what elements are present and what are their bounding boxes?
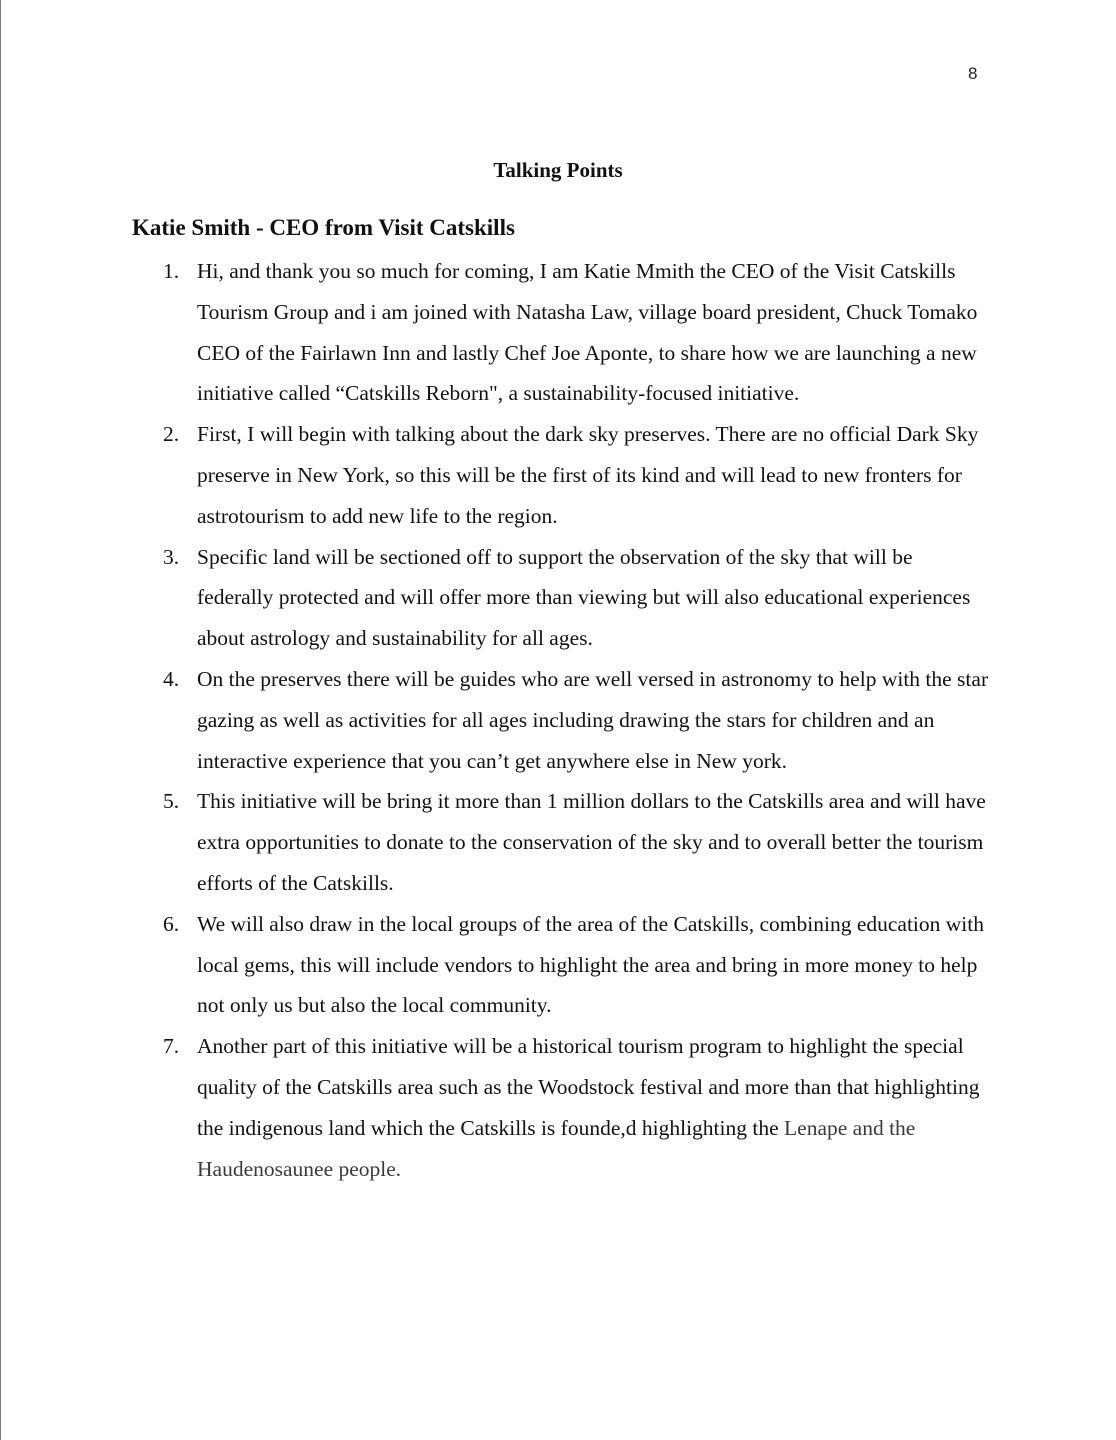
list-item-text: First, I will begin with talking about the dark sky preserves. There are no official Dark Sky preserve in New York, so this will be the first of its kind and will lead to new fronters for astrotourism to add new life to the region. [197, 422, 979, 528]
list-item-text: We will also draw in the local groups of the area of the Catskills, combining education with local gems, this will include vendors to highlight the area and bring in more money to help not only us but also the local community. [197, 911, 985, 1018]
list-item-text-tail: Lenape and the Haudenosaunee people. [197, 1115, 916, 1181]
list-item-text: On the preserves there will be guides who are well versed in astronomy to help with the star gazing as well as activities for all ages including drawing the stars for children and an interactive experience that you can’t get anywhere else in New york. [197, 666, 989, 773]
list-item [0, 781, 992, 903]
list-item-number: 2. [163, 422, 180, 447]
list-item [0, 414, 992, 536]
list-item-text: This initiative will be bring it more than 1 million dollars to the Catskills area and will have extra opportunities to donate to the conservation of the sky and to overall better the tourism efforts of the Catskills. [197, 789, 986, 895]
document-title: Talking Points [493, 158, 623, 182]
list-item [0, 659, 992, 781]
list-item-number: 7. [163, 1034, 180, 1059]
list-item [0, 1026, 992, 1189]
list-item-number: 4. [163, 666, 180, 691]
list-item-text-main: Another part of this initiative will be a historical tourism program to highlight the special quality of the Catskills area such as the Woodstock festival and more than that highlighting the indigenous land which the Catskills is founde,d highlighting the [197, 1034, 980, 1140]
list-item-text: Hi, and thank you so much for coming, I am Katie Mmith the CEO of the Visit Catskills Tourism Group and i am joined with Natasha Law, village board president, Chuck Tomako CEO of the Fairlawn Inn and lastly Chef Joe Aponte, to share how we are launching a new initiative called “Catskills Reborn", a sustainability-focused initiative. [197, 259, 978, 406]
list-item-text [197, 1034, 979, 1180]
list-item-number: 1. [163, 259, 180, 283]
speaker-heading: Katie Smith - CEO from Visit Catskills [132, 215, 515, 240]
talking-points-list [0, 251, 1116, 1189]
list-item-number: 6. [163, 911, 180, 936]
list-item-text: Specific land will be sectioned off to support the observation of the sky that will be federally protected and will offer more than viewing but will also educational experiences about astrology and sustainability for all ages. [197, 544, 971, 651]
page-number: 8 [968, 64, 978, 83]
list-item-number: 3. [163, 544, 180, 569]
list-item-number: 5. [163, 789, 180, 814]
list-item [0, 537, 992, 659]
list-item [0, 251, 992, 414]
list-item [0, 904, 992, 1026]
